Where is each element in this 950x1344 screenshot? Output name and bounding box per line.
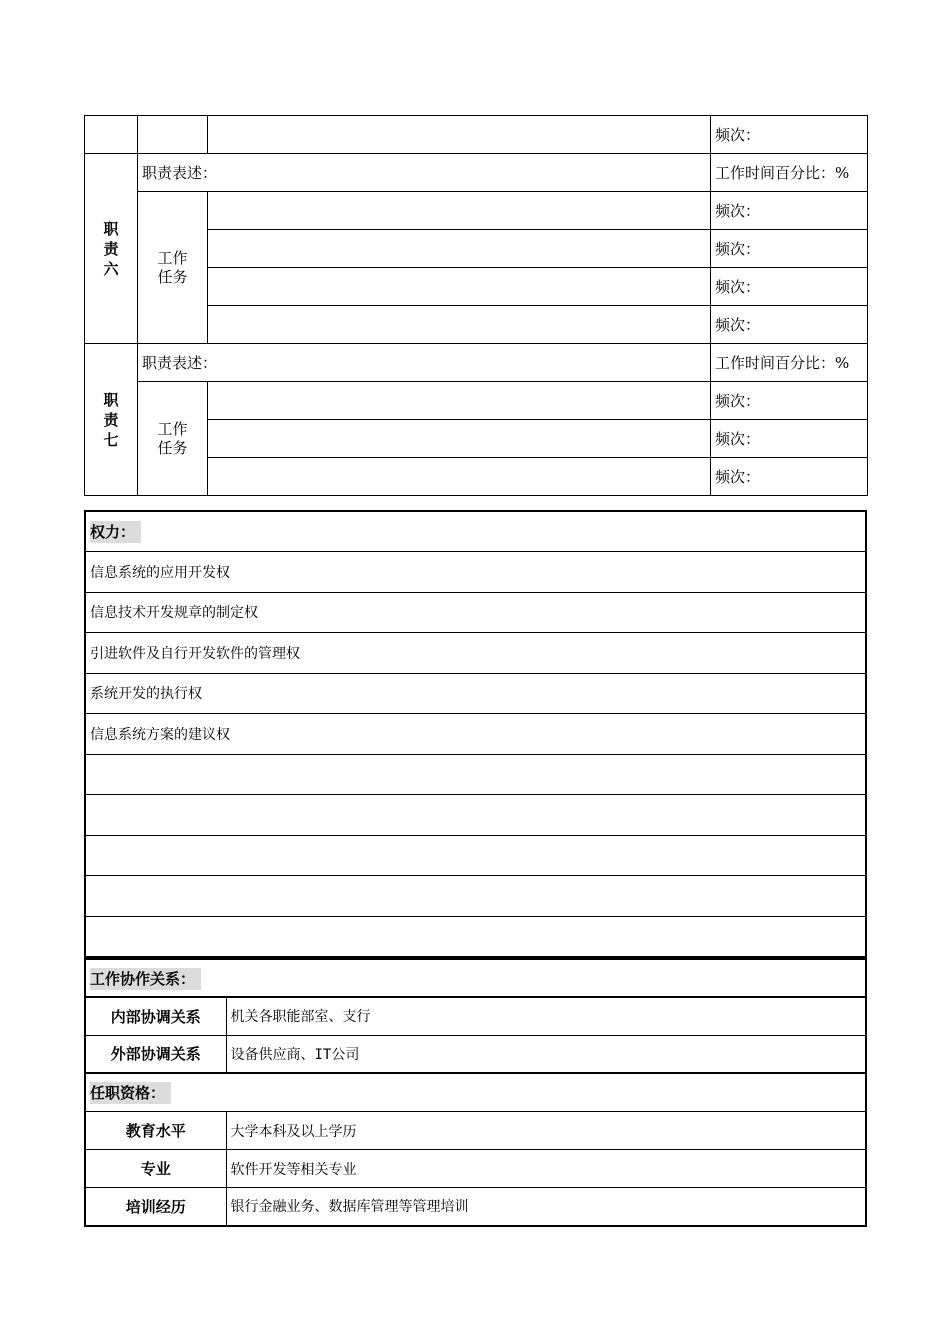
authority-row: [85, 714, 866, 755]
authority-item: 信息系统的应用开发权: [85, 552, 866, 593]
frequency-cell: 频次：: [711, 230, 868, 268]
cooperation-title: 工作协作关系：: [90, 968, 201, 990]
authority-title: 权力：: [90, 521, 141, 543]
training-value: 银行金融业务、数据库管理等管理培训: [226, 1188, 866, 1226]
internal-coop-value: 机关各职能部室、支行: [226, 997, 866, 1035]
authority-item[interactable]: [85, 754, 866, 795]
qualifications-table: [84, 1073, 867, 1227]
authority-row: [85, 552, 866, 593]
authority-item: 信息技术开发规章的制定权: [85, 592, 866, 633]
duties-table: [84, 115, 868, 496]
education-value: 大学本科及以上学历: [226, 1112, 866, 1150]
authority-row: [85, 916, 866, 957]
authority-row: [85, 592, 866, 633]
qualifications-title: 任职资格：: [90, 1082, 171, 1104]
duty7-task-row: [85, 382, 868, 420]
task-cell[interactable]: [208, 192, 711, 230]
duty7-task-label: 工作 任务: [138, 382, 208, 496]
training-label: 培训经历: [85, 1188, 226, 1226]
duty-prev-last-task-row: [85, 116, 868, 154]
duty7-label: 职 责 七: [85, 344, 138, 496]
authority-item[interactable]: [85, 835, 866, 876]
internal-coop-row: [85, 997, 866, 1035]
frequency-cell: 频次：: [711, 268, 868, 306]
task-cell[interactable]: [208, 458, 711, 496]
duty7-desc-label: 职责表述：: [138, 344, 711, 382]
task-cell[interactable]: [208, 230, 711, 268]
internal-coop-label: 内部协调关系: [85, 997, 226, 1035]
cooperation-table: [84, 958, 867, 1074]
cooperation-header-row: [85, 959, 866, 997]
frequency-cell: 频次：: [711, 382, 868, 420]
authority-row: [85, 754, 866, 795]
authority-item[interactable]: [85, 876, 866, 917]
authority-row: [85, 795, 866, 836]
authority-header-row: [85, 511, 866, 552]
training-row: [85, 1188, 866, 1226]
education-label: 教育水平: [85, 1112, 226, 1150]
qualifications-header-row: [85, 1074, 866, 1112]
duty6-desc-row: [85, 154, 868, 192]
authority-row: [85, 673, 866, 714]
frequency-cell: 频次：: [711, 192, 868, 230]
frequency-cell: 频次：: [711, 306, 868, 344]
authority-row: [85, 876, 866, 917]
task-cell[interactable]: [208, 268, 711, 306]
duty6-task-row: [85, 192, 868, 230]
frequency-cell: 频次：: [711, 420, 868, 458]
duty6-desc-label: 职责表述：: [138, 154, 711, 192]
task-cell[interactable]: [208, 116, 711, 154]
frequency-cell: 频次：: [711, 458, 868, 496]
major-label: 专业: [85, 1150, 226, 1188]
duty6-time-pct: 工作时间百分比：%: [711, 154, 868, 192]
external-coop-value: 设备供应商、IT公司: [226, 1035, 866, 1073]
major-row: [85, 1150, 866, 1188]
task-cell[interactable]: [208, 382, 711, 420]
task-cell[interactable]: [208, 420, 711, 458]
major-value: 软件开发等相关专业: [226, 1150, 866, 1188]
duty7-time-pct: 工作时间百分比：%: [711, 344, 868, 382]
external-coop-row: [85, 1035, 866, 1073]
external-coop-label: 外部协调关系: [85, 1035, 226, 1073]
authority-item: 系统开发的执行权: [85, 673, 866, 714]
authority-item[interactable]: [85, 795, 866, 836]
authority-item: 信息系统方案的建议权: [85, 714, 866, 755]
frequency-cell: 频次：: [711, 116, 868, 154]
authority-row: [85, 835, 866, 876]
authority-item[interactable]: [85, 916, 866, 957]
authority-item: 引进软件及自行开发软件的管理权: [85, 633, 866, 674]
authority-table: [84, 510, 867, 958]
duty6-task-label: 工作 任务: [138, 192, 208, 344]
duty7-desc-row: [85, 344, 868, 382]
task-cell[interactable]: [208, 306, 711, 344]
duty6-label: 职 责 六: [85, 154, 138, 344]
authority-row: [85, 633, 866, 674]
education-row: [85, 1112, 866, 1150]
